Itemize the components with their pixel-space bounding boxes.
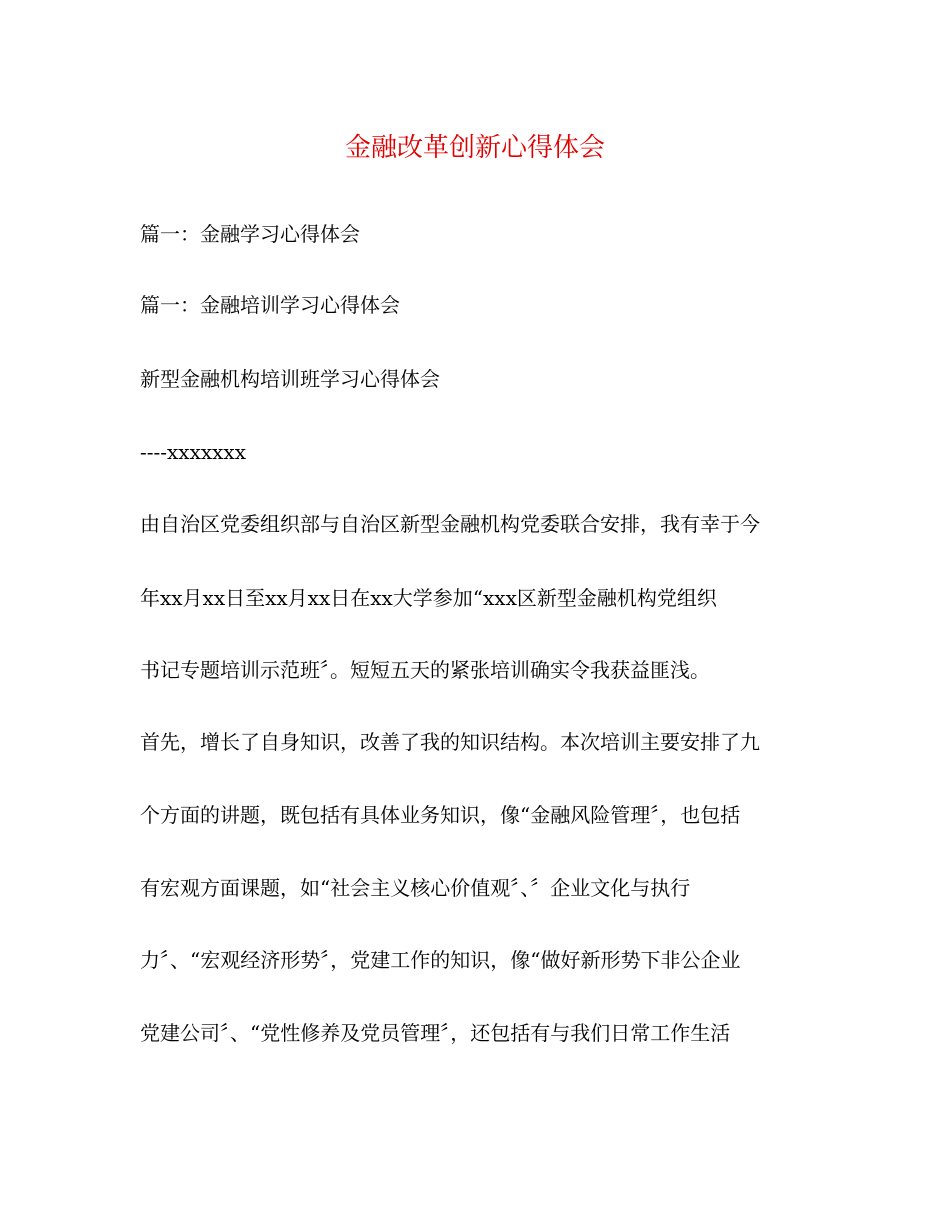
text-line-section-heading-2: 篇一：金融培训学习心得体会: [140, 293, 400, 317]
paragraph-line: 书记专题培训示范班〞。短短五天的紧张培训确实令我获益匪浅。: [140, 658, 710, 682]
text-line-subtitle: 新型金融机构培训班学习心得体会: [140, 367, 440, 391]
text-line-author: ----xxxxxxx: [140, 440, 246, 464]
paragraph-line: 首先，增长了自身知识，改善了我的知识结构。本次培训主要安排了九: [140, 730, 760, 754]
paragraph-line: 有宏观方面课题，如“社会主义核心价值观〞、〞企业文化与执行: [140, 876, 691, 900]
paragraph-line: 年xx月xx日至xx月xx日在xx大学参加“xxx区新型金融机构党组织: [140, 586, 717, 610]
text-line-section-heading-1: 篇一：金融学习心得体会: [140, 222, 360, 246]
paragraph-line: 个方面的讲题，既包括有具体业务知识，像“金融风险管理〞，也包括: [140, 803, 741, 827]
paragraph-line: 力〞、“宏观经济形势〞，党建工作的知识，像“做好新形势下非公企业: [140, 948, 741, 972]
paragraph-line: 由自治区党委组织部与自治区新型金融机构党委联合安排，我有幸于今: [140, 512, 760, 536]
paragraph-line: 党建公司〞、“党性修养及党员管理〞，还包括有与我们日常工作生活: [140, 1021, 731, 1045]
document-title: 金融改革创新心得体会: [344, 133, 605, 163]
